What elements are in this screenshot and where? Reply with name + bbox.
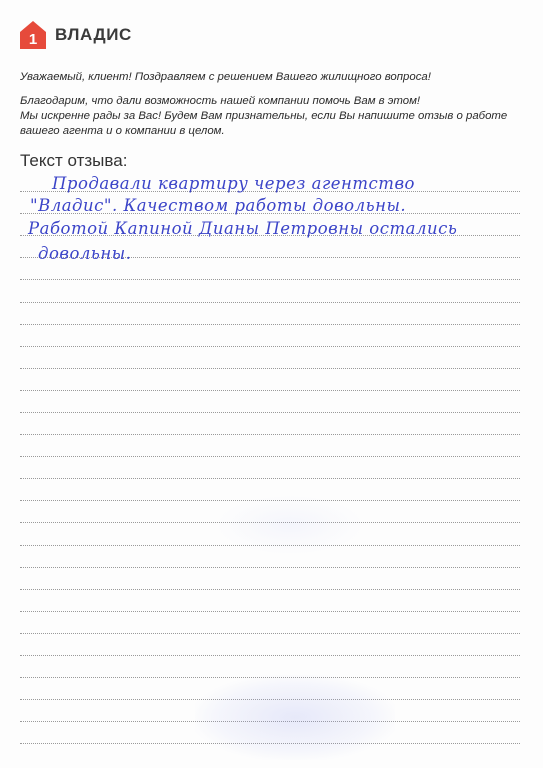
scan-smudge <box>195 675 395 760</box>
thanks-line: Благодарим, что дали возможность нашей компании помочь Вам в этом! <box>20 95 421 107</box>
request-line: Мы искренне рады за Вас! Будем Вам признательны, если Вы напишите отзыв о работе <box>20 110 508 122</box>
handwritten-line-1: Продавали квартиру через агентство <box>52 174 415 193</box>
request-line-continued: вашего агента и о компании в целом. <box>20 125 225 137</box>
review-ruled-lines <box>20 0 520 768</box>
handwritten-line-2: "Владис". Качеством работы довольны. <box>30 196 407 215</box>
brand-name: ВЛАДИС <box>55 25 132 44</box>
logo-badge-number: 1 <box>28 31 38 48</box>
handwritten-line-3: Работой Капиной Дианы Петровны остались <box>28 219 458 238</box>
scan-smudge <box>215 495 365 555</box>
greeting-line: Уважаемый, клиент! Поздравляем с решением Вашего жилищного вопроса! <box>20 71 431 83</box>
handwritten-line-4: довольны. <box>38 244 132 263</box>
review-section-title: Текст отзыва: <box>20 151 128 170</box>
